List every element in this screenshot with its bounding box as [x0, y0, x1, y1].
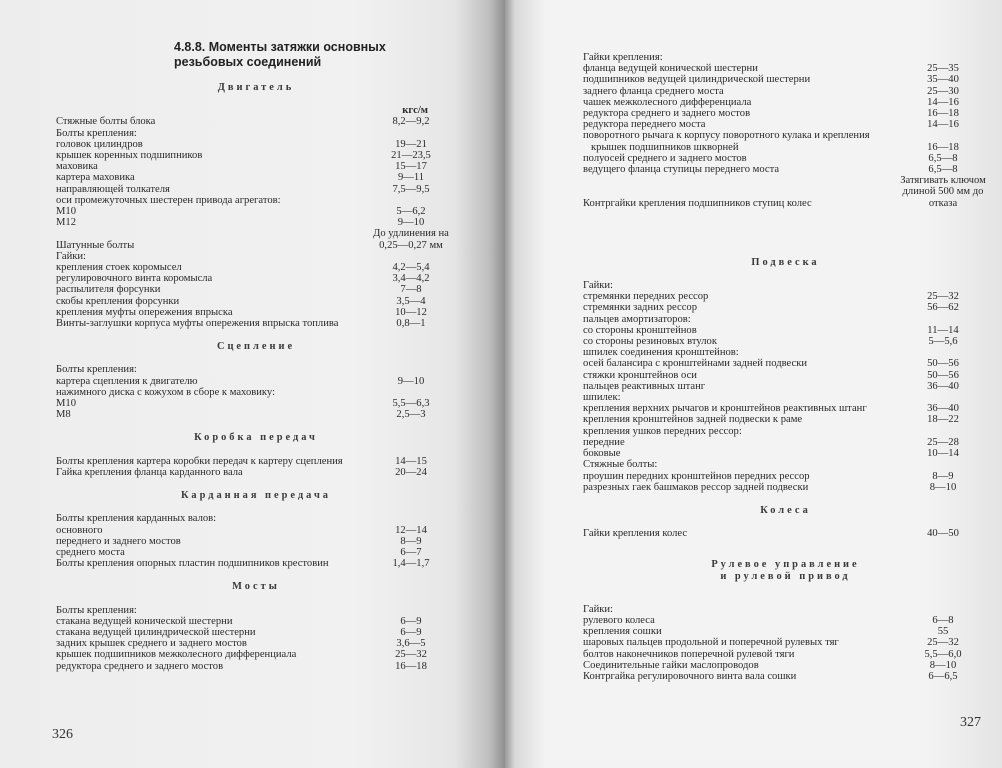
row-label: шаровых пальцев продольной и поперечной рулевых тяг — [583, 637, 839, 649]
row-label: Болты крепления картера коробки передач к картеру сцепления — [56, 455, 343, 467]
table-row — [583, 63, 988, 74]
row-value: 9—10 — [397, 217, 425, 229]
row-value: 25—32 — [395, 649, 427, 661]
table-row — [56, 139, 456, 150]
table-row — [583, 392, 988, 403]
row-label: распылителя форсунки — [56, 284, 161, 296]
table-row — [583, 604, 988, 615]
table-row — [583, 325, 988, 336]
row-label: шпилек соединения кронштейнов: — [583, 347, 739, 359]
section-title-clutch: Сцепление — [216, 341, 296, 353]
row-label: крепления стоек коромысел — [56, 262, 182, 274]
steering-title-line1: Рулевое управление — [711, 559, 860, 571]
row-value: 25—30 — [927, 85, 959, 97]
row-label: направляющей толкателя — [56, 183, 170, 195]
table-row — [583, 336, 988, 347]
row-value: 3,5—4 — [396, 295, 426, 307]
table-row — [583, 370, 988, 381]
row-label: Гайка крепления фланца карданного вала — [56, 466, 243, 478]
steering-title-line2: и рулевой привод — [720, 570, 851, 582]
row-label: Гайки: — [583, 280, 613, 292]
table-row — [583, 175, 988, 209]
row-value: До удлинения на 0,25—0,27 мм — [373, 228, 449, 251]
row-label: Винты-заглушки корпуса муфты опережения впрыска топлива — [56, 318, 339, 330]
table-row — [583, 459, 988, 470]
section-driveshaft — [56, 513, 456, 569]
table-row — [583, 649, 988, 660]
row-label: крышек коренных подшипников — [56, 150, 203, 162]
row-label: Гайки: — [583, 603, 613, 615]
table-row — [583, 471, 988, 482]
row-label: М10 — [56, 398, 77, 410]
row-label: картера сцепления к двигателю — [56, 375, 198, 387]
row-label: фланца ведущей конической шестерни — [583, 63, 758, 75]
row-label: редуктора среднего и заднего мостов — [583, 108, 751, 120]
row-label: ведущего фланца ступицы переднего моста — [583, 164, 780, 176]
row-label: Контргайка регулировочного винта вала сошки — [583, 670, 797, 682]
page-number-right: 327 — [960, 715, 981, 730]
row-value: 50—56 — [927, 358, 959, 370]
left-page-content — [56, 40, 456, 672]
row-label: крепления сошки — [583, 626, 662, 638]
row-label: крепления верхних рычагов и кронштейнов реактивных штанг — [583, 403, 867, 415]
table-row — [56, 116, 456, 127]
chapter-title-line2: резьбовых соединений — [174, 55, 322, 69]
table-row — [56, 536, 456, 547]
row-label: шпилек: — [583, 392, 621, 404]
row-value: 36—40 — [927, 380, 959, 392]
row-label: стремянки задних рессор — [583, 302, 697, 314]
row-value: 10—12 — [395, 306, 427, 318]
row-value: 0,8—1 — [396, 318, 426, 330]
section-title-steering — [583, 559, 988, 581]
row-value: 16—18 — [395, 660, 427, 672]
table-row — [56, 456, 456, 467]
row-value: 2,5—3 — [396, 409, 426, 421]
table-row — [56, 128, 456, 139]
row-label: крепления кронштейнов задней подвески к раме — [583, 414, 803, 426]
row-label: Стяжные болты блока — [56, 116, 156, 128]
row-value: 8—10 — [929, 481, 957, 493]
row-value: 8—10 — [929, 659, 957, 671]
table-row — [583, 280, 988, 291]
row-value: 21—23,5 — [391, 150, 431, 162]
row-value: 8—9 — [400, 535, 422, 547]
row-label: крепления муфты опережения впрыска — [56, 306, 233, 318]
row-label: Гайки: — [56, 250, 86, 262]
section-title-wheels: Колеса — [760, 504, 811, 516]
section-axles — [56, 605, 456, 672]
table-row — [56, 273, 456, 284]
row-value: 7—8 — [400, 284, 422, 296]
chapter-title — [174, 40, 456, 70]
right-page — [505, 0, 1002, 768]
row-label: пальцев амортизаторов: — [583, 313, 691, 325]
row-label: М12 — [56, 217, 77, 229]
row-label: переднего и заднего мостов — [56, 535, 181, 547]
row-value: 25—32 — [927, 637, 959, 649]
table-row — [56, 387, 456, 398]
row-label: разрезных гаек башмаков рессор задней подвески — [583, 481, 809, 493]
row-value: 9—10 — [397, 375, 425, 387]
table-row — [583, 448, 988, 459]
row-value: 14—16 — [927, 96, 959, 108]
table-row — [56, 661, 456, 672]
row-value: 5—6,2 — [396, 206, 426, 218]
table-row — [583, 291, 988, 302]
row-label: маховика — [56, 161, 98, 173]
row-label: стяжки кронштейнов оси — [583, 369, 697, 381]
row-value: 3,6—5 — [396, 638, 426, 650]
row-label: оси промежуточных шестерен привода агрегатов: — [56, 194, 281, 206]
row-label: М10 — [56, 206, 77, 218]
table-row — [583, 437, 988, 448]
row-value: 16—18 — [927, 141, 959, 153]
row-label: крышек подшипников межколесного дифференциала — [56, 649, 297, 661]
table-row — [56, 172, 456, 183]
table-row — [56, 296, 456, 307]
row-value: 6—6,5 — [928, 670, 958, 682]
table-row — [56, 217, 456, 228]
table-row — [56, 262, 456, 273]
table-row — [583, 153, 988, 164]
table-row — [583, 381, 988, 392]
page-number-left: 326 — [52, 727, 73, 742]
table-row — [583, 119, 988, 130]
table-row — [583, 164, 988, 175]
section-title-driveshaft: Карданная передача — [180, 490, 332, 502]
row-value: 20—24 — [395, 466, 427, 478]
spacer — [583, 209, 988, 245]
row-value: 55 — [937, 626, 949, 638]
row-value: 10—14 — [927, 448, 959, 460]
row-value: 25—35 — [927, 63, 959, 75]
section-title-engine: Двигатель — [217, 82, 295, 93]
row-value: 6—9 — [400, 615, 422, 627]
row-value: 11—14 — [927, 324, 959, 336]
row-value: 5,5—6,0 — [924, 648, 962, 660]
row-label: пальцев реактивных штанг — [583, 380, 706, 392]
row-value: Затягивать ключом длиной 500 мм до отказа — [900, 175, 986, 209]
section-title-gearbox: Коробка передач — [194, 432, 318, 444]
table-row — [583, 314, 988, 325]
table-row — [56, 638, 456, 649]
row-label: со стороны кронштейнов — [583, 324, 697, 336]
row-value: 5—5,6 — [928, 336, 958, 348]
row-value: 56—62 — [927, 302, 959, 314]
table-row — [56, 195, 456, 206]
row-value: 35—40 — [927, 74, 959, 86]
table-row — [583, 482, 988, 493]
row-label: рулевого колеса — [583, 614, 655, 626]
table-row — [56, 605, 456, 616]
row-value: 14—15 — [395, 455, 427, 467]
row-label: стакана ведущей конической шестерни — [56, 615, 233, 627]
table-row — [583, 626, 988, 637]
row-value: 50—56 — [927, 369, 959, 381]
section-clutch — [56, 364, 456, 420]
row-value: 8—9 — [932, 470, 954, 482]
row-label: Стяжные болты: — [583, 459, 658, 471]
table-row — [583, 403, 988, 414]
row-label: поворотного рычага к корпусу поворотного кулака и крепления крышек подшипников шкворней — [583, 130, 870, 153]
table-row — [583, 130, 988, 152]
chapter-title-line1: 4.8.8. Моменты затяжки основных — [174, 40, 386, 54]
right-page-content — [583, 52, 988, 682]
table-row — [583, 108, 988, 119]
row-label: боковые — [583, 448, 621, 460]
section-title-suspension: Подвеска — [751, 256, 820, 268]
row-label: Шатунные болты — [56, 239, 135, 251]
table-row — [56, 525, 456, 536]
table-row — [56, 558, 456, 569]
table-row — [56, 467, 456, 478]
table-row — [56, 318, 456, 329]
section-engine — [56, 116, 456, 329]
row-label: крепления ушков передних рессор: — [583, 425, 742, 437]
table-row — [583, 637, 988, 648]
row-value: 25—32 — [927, 291, 959, 303]
table-row — [56, 184, 456, 195]
row-value: 15—17 — [395, 161, 427, 173]
row-label: стакана ведущей цилиндрической шестерни — [56, 626, 256, 638]
row-label: полуосей среднего и заднего мостов — [583, 152, 747, 164]
row-value: 6,5—8 — [928, 164, 958, 176]
table-row — [583, 302, 988, 313]
row-value: 6,5—8 — [928, 152, 958, 164]
row-label: головок цилиндров — [56, 138, 143, 150]
table-row — [56, 409, 456, 420]
table-row — [583, 358, 988, 369]
row-value: 7,5—9,5 — [392, 183, 430, 195]
table-row — [56, 228, 456, 250]
section-wheels — [583, 528, 988, 539]
table-row — [56, 547, 456, 558]
table-row — [56, 513, 456, 524]
section-gearbox — [56, 456, 456, 478]
row-label: задних крышек среднего и заднего мостов — [56, 638, 247, 650]
row-label: Болты крепления: — [56, 364, 137, 376]
row-label: подшипников ведущей цилиндрической шестерни — [583, 74, 811, 86]
table-row — [56, 649, 456, 660]
table-row — [583, 97, 988, 108]
row-value: 1,4—1,7 — [392, 558, 430, 570]
row-label: Болты крепления опорных пластин подшипников крестовин — [56, 558, 329, 570]
row-label: передние — [583, 436, 625, 448]
row-label: заднего фланца среднего моста — [583, 85, 724, 97]
row-label: болтов наконечников поперечной рулевой тяги — [583, 648, 795, 660]
table-row — [56, 150, 456, 161]
row-value: 36—40 — [927, 403, 959, 415]
row-label: стремянки передних рессор — [583, 291, 709, 303]
row-value: 16—18 — [927, 108, 959, 120]
row-value: 8,2—9,2 — [392, 116, 430, 128]
row-label: регулировочного винта коромысла — [56, 273, 213, 285]
row-label: Гайки крепления колес — [583, 528, 688, 540]
row-label: Контргайки крепления подшипников ступиц колес — [583, 197, 812, 209]
section-suspension — [583, 280, 988, 493]
table-row — [583, 528, 988, 539]
table-row — [56, 161, 456, 172]
table-row — [583, 671, 988, 682]
row-value: 18—22 — [927, 414, 959, 426]
table-row — [583, 52, 988, 63]
row-value: 6—8 — [932, 614, 954, 626]
row-value: 5,5—6,3 — [392, 398, 430, 410]
row-label: со стороны резиновых втулок — [583, 336, 717, 348]
row-value: 4,2—5,4 — [392, 262, 430, 274]
table-row — [583, 615, 988, 626]
row-label: скобы крепления форсунки — [56, 295, 180, 307]
row-label: М8 — [56, 409, 71, 421]
table-row — [56, 251, 456, 262]
section-axles-continued — [583, 52, 988, 209]
row-label: осей балансира с кронштейнами задней подвески — [583, 358, 808, 370]
table-row — [583, 86, 988, 97]
table-row — [56, 398, 456, 409]
row-label: основного — [56, 524, 103, 536]
table-row — [56, 376, 456, 387]
row-value: 25—28 — [927, 436, 959, 448]
table-row — [583, 74, 988, 85]
row-value: 9—11 — [397, 172, 425, 184]
row-value: 19—21 — [395, 138, 427, 150]
row-value: 40—50 — [927, 528, 959, 540]
row-label: Болты крепления: — [56, 604, 137, 616]
row-label: среднего моста — [56, 546, 125, 558]
table-row — [56, 616, 456, 627]
row-label: нажимного диска с кожухом в сборе к маховику: — [56, 386, 276, 398]
row-value: 6—9 — [400, 626, 422, 638]
section-steering — [583, 604, 988, 682]
table-row — [56, 364, 456, 375]
table-row — [56, 206, 456, 217]
table-row — [583, 414, 988, 425]
row-label: редуктора переднего моста — [583, 119, 706, 131]
row-value: 14—16 — [927, 119, 959, 131]
row-value: 6—7 — [400, 546, 422, 558]
row-label: чашек межколесного дифференциала — [583, 96, 752, 108]
row-label: Болты крепления: — [56, 127, 137, 139]
unit-label: кгс/м — [402, 105, 428, 117]
row-label: проушин передних кронштейнов передних рессор — [583, 470, 810, 482]
table-row — [583, 660, 988, 671]
row-value: 3,4—4,2 — [392, 273, 430, 285]
row-label: Гайки крепления: — [583, 52, 663, 63]
row-label: редуктора среднего и заднего мостов — [56, 660, 224, 672]
section-title-axles: Мосты — [232, 581, 280, 593]
table-row — [56, 307, 456, 318]
row-label: картера маховика — [56, 172, 135, 184]
table-row — [583, 426, 988, 437]
table-row — [56, 284, 456, 295]
table-row — [56, 627, 456, 638]
row-value: 12—14 — [395, 524, 427, 536]
table-row — [583, 347, 988, 358]
row-label: Болты крепления карданных валов: — [56, 513, 217, 525]
row-label: Соединительные гайки маслопроводов — [583, 659, 759, 671]
